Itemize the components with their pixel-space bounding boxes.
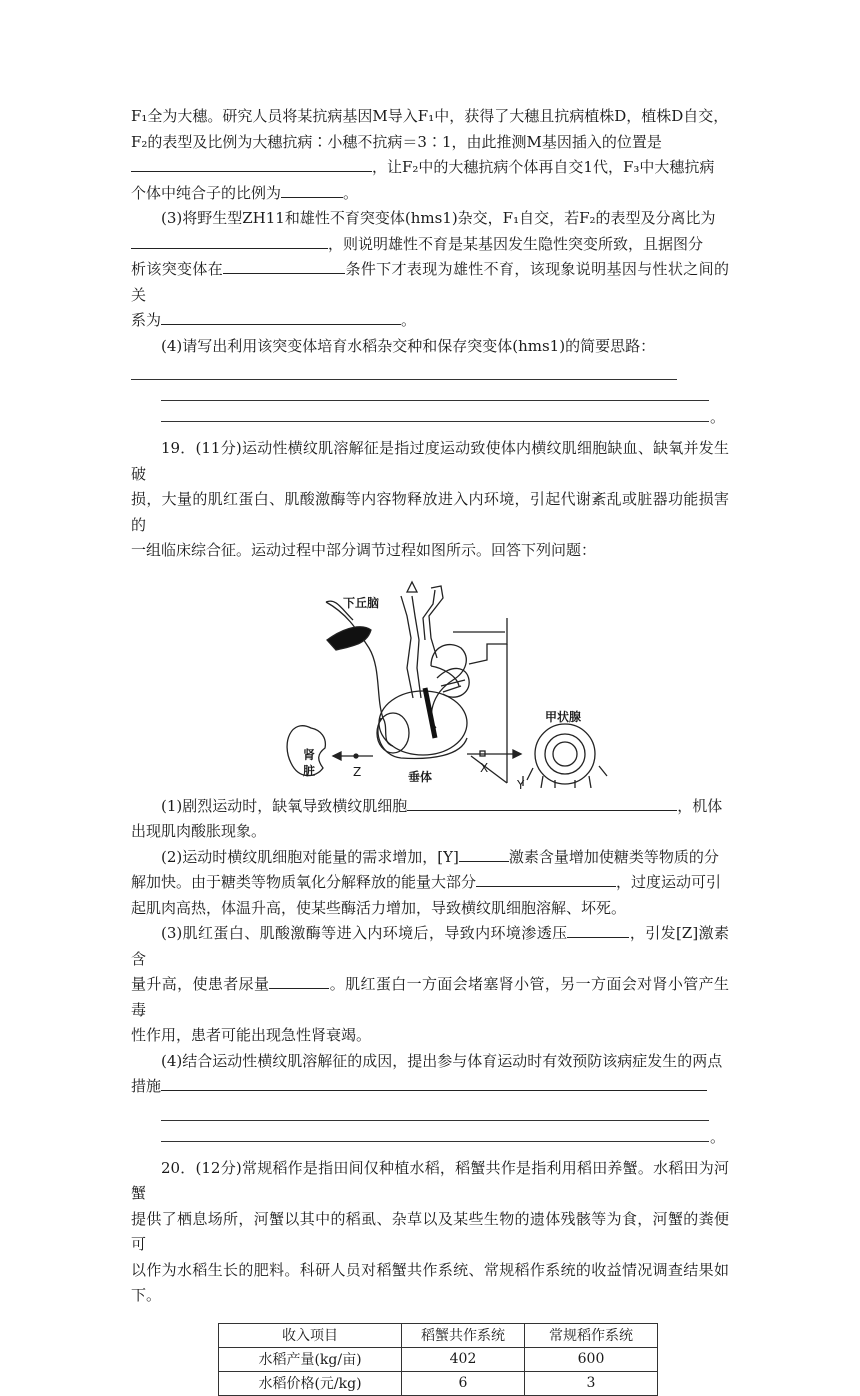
table-row [219,1347,658,1371]
q19-intro: 19．(11分)运动性横纹肌溶解征是指过度运动致使体内横纹肌细胞缺血、缺氧并发生破 [131,439,729,483]
q19-part2 [131,845,729,871]
q19-part1 [131,794,729,820]
label-hypothalamus: 下丘脑 [343,595,380,610]
label-kidney: 肾 [303,747,316,762]
q19-line: 起肌肉高热，体温升高，使某些酶活力增加，导致横纹肌细胞溶解、坏死。 [131,898,627,917]
answer-line[interactable] [161,380,709,401]
label-kidney: 脏 [303,763,316,778]
answer-blank[interactable] [567,921,629,938]
text: (2)运动时横纹肌细胞对能量的需求增加，[Y] [161,847,459,866]
q19-intro: 损，大量的肌红蛋白、肌酸激酶等内容物释放进入内环境，引起代谢紊乱或脏器功能损害的 [131,490,729,534]
q20-intro: 20．(12分)常规稻作是指田间仅种植水稻，稻蟹共作是指利用稻田养蟹。水稻田为河蟹 [131,1158,729,1202]
text: ，机体 [677,796,723,815]
q18-line [131,257,729,308]
text: 量升高，使患者尿量 [131,975,270,993]
text: ，引发[Z]激素含 [131,924,729,968]
answer-line[interactable] [161,1121,725,1146]
text: 激素含量增加使糖类等物质的分 [508,847,719,866]
table-header-row [219,1323,658,1347]
table-cell: 3 [525,1371,658,1395]
label-x: X [480,760,489,775]
table-cell: 水稻产量(kg/亩) [219,1347,402,1371]
table-cell: 6 [402,1371,525,1395]
answer-blank[interactable] [269,972,329,989]
q19-line: 出现肌肉酸胀现象。 [131,822,267,840]
income-table [218,1323,658,1396]
q19-line [131,972,729,1023]
answer-line[interactable] [161,401,725,426]
q18-line: F₁全为大穗。研究人员将某抗病基因M导入F₁中，获得了大穗且抗病植株D，植株D自交， [131,107,729,125]
text: ，则说明雄性不育是某基因发生隐性突变所致，且据图分 [328,234,704,253]
q18-line [131,308,729,334]
regulation-diagram [131,568,729,792]
text: 措施 [131,1077,162,1095]
text: 个体中纯合子的比例为 [131,183,282,202]
text: 条件下才表现为雄性不育，该现象说明基因与性状之间的关 [131,260,729,304]
text: 系为 [131,311,162,329]
q18-part3: (3)将野生型ZH11和雄性不育突变体(hms1)杂交，F₁自交，若F₂的表型及分离比为 [161,209,716,227]
table-cell: 402 [402,1347,525,1371]
q18-line [131,155,729,181]
answer-blank[interactable] [161,308,401,325]
text: 。 [401,311,417,329]
label-y: Y [517,777,525,792]
answer-line[interactable] [161,1100,709,1121]
label-z: Z [353,764,362,779]
diagram-drawing [131,568,729,788]
q18-line [131,181,729,207]
table-cell: 600 [525,1347,658,1371]
answer-blank[interactable] [223,257,345,274]
text: 解加快。由于糖类等物质氧化分解释放的能量大部分 [131,873,477,891]
q19-intro: 一组临床综合征。运动过程中部分调节过程如图所示。回答下列问题： [131,541,597,559]
q20-intro: 以作为水稻生长的肥料。科研人员对稻蟹共作系统、常规稻作系统的收益情况调查结果如下。 [131,1260,729,1304]
label-pituitary: 垂体 [408,769,433,784]
answer-line[interactable] [131,359,677,380]
q19-part4: (4)结合运动性横纹肌溶解征的成因，提出参与体育运动时有效预防该病症发生的两点 [161,1051,723,1070]
answer-blank[interactable] [281,181,343,198]
text: (3)肌红蛋白、肌酸激酶等进入内环境后，导致内环境渗透压 [161,924,568,942]
text: 。 [709,408,725,426]
answer-blank[interactable] [161,1074,707,1091]
text: 。 [709,1127,725,1146]
q18-part4: (4)请写出利用该突变体培育水稻杂交种和保存突变体(hms1)的简要思路： [161,336,656,355]
text: 。肌红蛋白一方面会堵塞肾小管，另一方面会对肾小管产生毒 [131,975,729,1019]
text: (1)剧烈运动时，缺氧导致横纹肌细胞 [161,796,408,815]
table-row [219,1371,658,1395]
text: ，过度运动可引 [616,873,722,891]
answer-blank[interactable] [476,870,616,887]
table-header: 常规稻作系统 [525,1323,658,1347]
label-thyroid: 甲状腺 [545,709,582,724]
answer-blank[interactable] [459,845,509,862]
table-cell: 水稻价格(元/kg) [219,1371,402,1395]
exam-page [131,104,729,1396]
answer-blank[interactable] [131,232,328,249]
q19-line [131,1074,729,1100]
q19-part3 [131,921,729,972]
text: 。 [343,183,359,202]
text: 析该突变体在 [131,260,224,278]
q20-intro: 提供了栖息场所，河蟹以其中的稻虱、杂草以及某些生物的遗体残骸等为食，河蟹的粪便可 [131,1209,729,1253]
table-header: 收入项目 [219,1323,402,1347]
answer-blank[interactable] [131,155,372,172]
q19-line: 性作用，患者可能出现急性肾衰竭。 [131,1026,372,1044]
answer-blank[interactable] [407,794,677,811]
q18-line: F₂的表型及比例为大穗抗病∶小穗不抗病＝3∶1，由此推测M基因插入的位置是 [131,132,662,151]
table-header: 稻蟹共作系统 [402,1323,525,1347]
q19-line [131,870,729,896]
q18-line [131,232,729,258]
text: ，让F₂中的大穗抗病个体再自交1代，F₃中大穗抗病 [372,158,715,176]
